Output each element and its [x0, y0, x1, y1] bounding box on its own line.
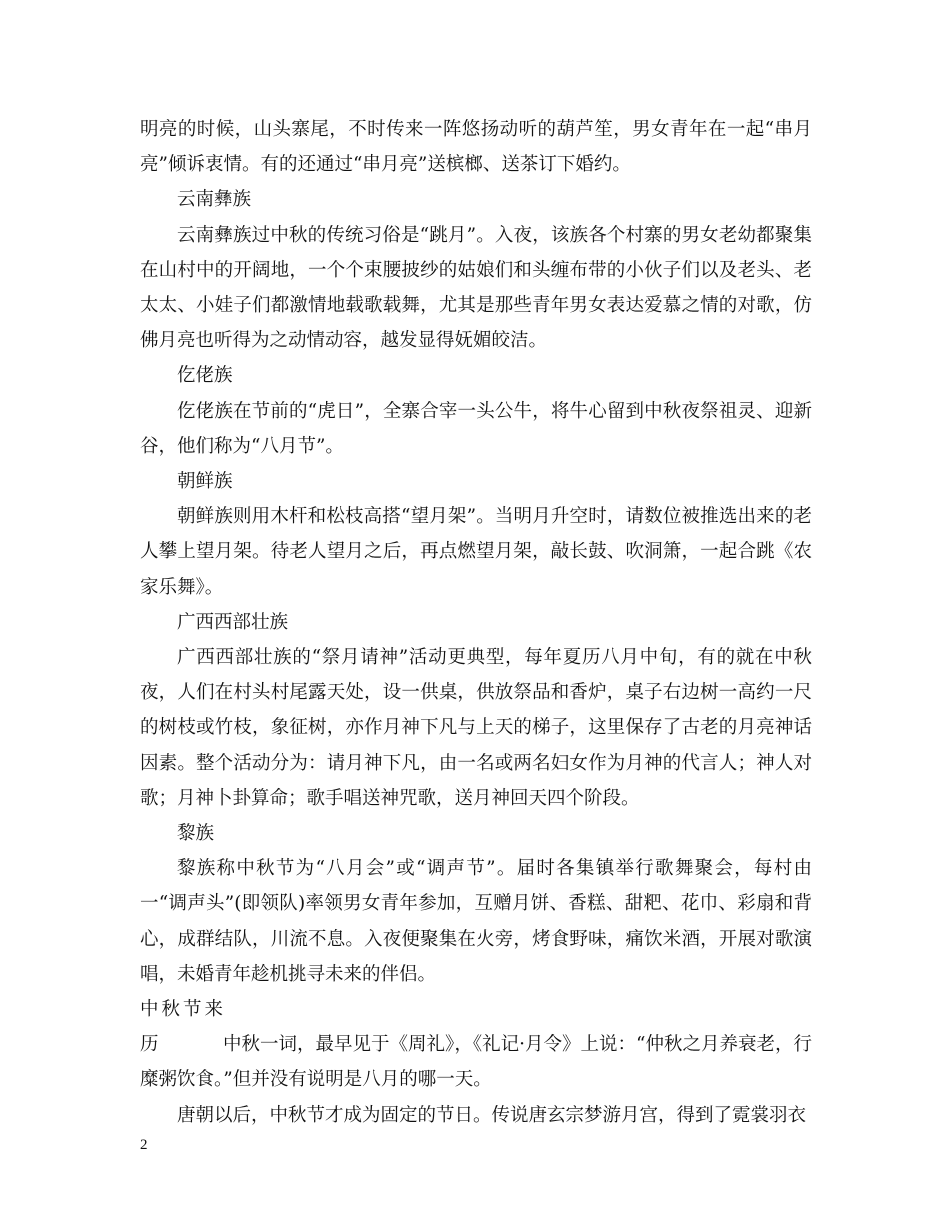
paragraph-korean: 朝鲜族则用木杆和松枝高搭“望月架”。当明月升空时，请数位被推选出来的老人攀上望月架。待老人望月之后，再点燃望月架，敲长鼓、吹洞箫，一起合跳《农家乐舞》。 — [140, 506, 812, 598]
paragraph-origin — [140, 992, 812, 1098]
heading-guangxi-zhuang: 广西西部壮族 — [177, 611, 289, 633]
heading-gelao: 仡佬族 — [177, 365, 233, 387]
paragraph-tang-dynasty: 唐朝以后，中秋节才成为固定的节日。传说唐玄宗梦游月宫，得到了霓裳羽衣 — [177, 1104, 807, 1126]
paragraph-continuation: 明亮的时候，山头寨尾，不时传来一阵悠扬动听的葫芦笙，男女青年在一起“串月亮”倾诉衷情。有的还通过“串月亮”送槟榔、送茶订下婚约。 — [140, 119, 812, 176]
paragraph-yunnan-yi: 云南彝族过中秋的传统习俗是“跳月”。入夜，该族各个村寨的男女老幼都聚集在山村中的开阔地，一个个束腰披纱的姑娘们和头缠布带的小伙子们以及老头、老太太、小娃子们都激情地载歌载舞，尤其是那些青年男女表达爱慕之情的对歌，仿佛月亮也听得为之动情动容，越发显得妩媚皎洁。 — [140, 224, 812, 352]
heading-korean: 朝鲜族 — [177, 471, 233, 493]
paragraph-gelao: 仡佬族在节前的“虎日”，全寨合宰一头公牛，将牛心留到中秋夜祭祖灵、迎新谷，他们称为“八月节”。 — [140, 400, 812, 457]
origin-text: 中秋一词，最早见于《周礼》，《礼记·月令》上说：“仲秋之月养衰老，行糜粥饮食。”但并没有说明是八月的哪一天。 — [140, 1034, 812, 1091]
paragraph-li: 黎族称中秋节为“八月会”或“调声节”。届时各集镇举行歌舞聚会，每村由一“调声头”(即领队)率领男女青年参加，互赠月饼、香糕、甜粑、花巾、彩扇和背心，成群结队，川流不息。入夜便聚集在火旁，烤食野味，痛饮米酒，开展对歌演唱，未婚青年趁机挑寻未来的伴侣。 — [140, 858, 812, 985]
document-body — [140, 112, 812, 1133]
origin-label: 中秋节来历 — [140, 999, 223, 1056]
heading-yunnan-yi: 云南彝族 — [177, 189, 252, 211]
page-number: 2 — [140, 1137, 148, 1153]
paragraph-guangxi-zhuang: 广西西部壮族的“祭月请神”活动更典型，每年夏历八月中旬，有的就在中秋夜，人们在村头村尾露天处，设一供桌，供放祭品和香炉，桌子右边树一高约一尺的树枝或竹枝，象征树，亦作月神下凡与上天的梯子，这里保存了古老的月亮神话因素。整个活动分为：请月神下凡，由一名或两名妇女作为月神的代言人；神人对歌；月神卜卦算命；歌手唱送神咒歌，送月神回天四个阶段。 — [140, 647, 812, 809]
heading-li: 黎族 — [177, 823, 215, 845]
